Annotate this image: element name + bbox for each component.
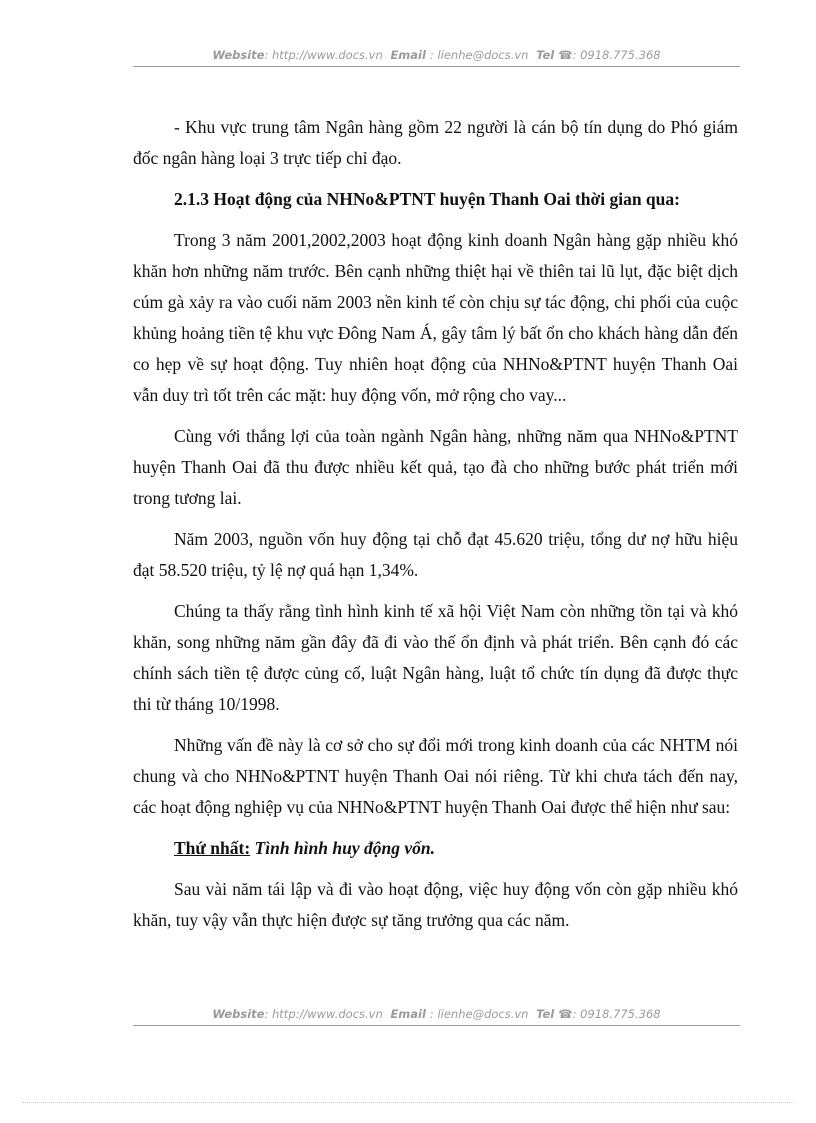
footer-tel-label: Tel [536,1007,555,1021]
phone-icon: ☎ [558,1007,573,1021]
footer-email-address[interactable]: : lienhe@docs.vn [429,1007,529,1021]
header-website-label: Website [212,48,265,62]
footer-website-url[interactable]: : http://www.docs.vn [264,1007,383,1021]
subheading-first [133,833,738,864]
section-heading: 2.1.3 Hoạt động của NHNo&PTNT huyện Thanh Oai thời gian qua: [174,189,680,209]
subheading-label: Thứ nhất: [174,838,251,858]
page-bottom-divider [22,1102,794,1103]
paragraph-reform: Những vấn đề này là cơ sở cho sự đổi mới trong kinh doanh của các NHTM nói chung và cho NHNo&PTNT huyện Thanh Oai nói riêng. Từ khi chưa tách đến nay, các hoạt động nghiệp vụ của NHNo&PTNT huyện Thanh Oai được thể hiện như sau: [133,735,738,817]
header-website-url[interactable]: : http://www.docs.vn [264,48,383,62]
subheading-title: Tình hình huy động vốn. [254,838,435,858]
header-tel-number: : 0918.775.368 [572,48,661,62]
paragraph-achievements: Cùng với thắng lợi của toàn ngành Ngân hàng, những năm qua NHNo&PTNT huyện Thanh Oai đã thu được nhiều kết quả, tạo đà cho những bước phát triển mới trong tương lai. [133,426,738,508]
document-body [133,112,738,946]
paragraph-2003-figures: Năm 2003, nguồn vốn huy động tại chỗ đạt 45.620 triệu, tổng dư nợ hữu hiệu đạt 58.520 triệu, tỷ lệ nợ quá hạn 1,34%. [133,529,738,580]
paragraph-capital-mobilization: Sau vài năm tái lập và đi vào hoạt động, việc huy động vốn còn gặp nhiều khó khăn, tuy vậy vẫn thực hiện được sự tăng trưởng qua các năm. [133,879,738,930]
footer-tel-number: : 0918.775.368 [572,1007,661,1021]
page-footer [133,1007,740,1026]
paragraph-overview: Trong 3 năm 2001,2002,2003 hoạt động kinh doanh Ngân hàng gặp nhiều khó khăn hơn những năm trước. Bên cạnh những thiệt hại về thiên tai lũ lụt, đặc biệt dịch cúm gà xảy ra vào cuối năm 2003 nền kinh tế còn chịu sự tác động, chi phối của cuộc khủng hoảng tiền tệ khu vực Đông Nam Á, gây tâm lý bất ổn cho khách hàng dẫn đến co hẹp về sự hoạt động. Tuy nhiên hoạt động của NHNo&PTNT huyện Thanh Oai vẫn duy trì tốt trên các mặt: huy động vốn, mở rộng cho vay... [133,230,738,405]
header-email-address[interactable]: : lienhe@docs.vn [429,48,529,62]
header-tel-label: Tel [536,48,555,62]
phone-icon: ☎ [558,48,573,62]
header-email-label: Email [390,48,426,62]
paragraph-staff: - Khu vực trung tâm Ngân hàng gồm 22 người là cán bộ tín dụng do Phó giám đốc ngân hàng loại 3 trực tiếp chỉ đạo. [133,117,738,168]
page-header [133,48,740,67]
footer-website-label: Website [212,1007,265,1021]
paragraph-economy: Chúng ta thấy rằng tình hình kinh tế xã hội Việt Nam còn những tồn tại và khó khăn, song những năm gần đây đã đi vào thế ổn định và phát triển. Bên cạnh đó các chính sách tiền tệ được củng cố, luật Ngân hàng, luật tổ chức tín dụng đã được thực thi từ tháng 10/1998. [133,601,738,714]
footer-email-label: Email [390,1007,426,1021]
